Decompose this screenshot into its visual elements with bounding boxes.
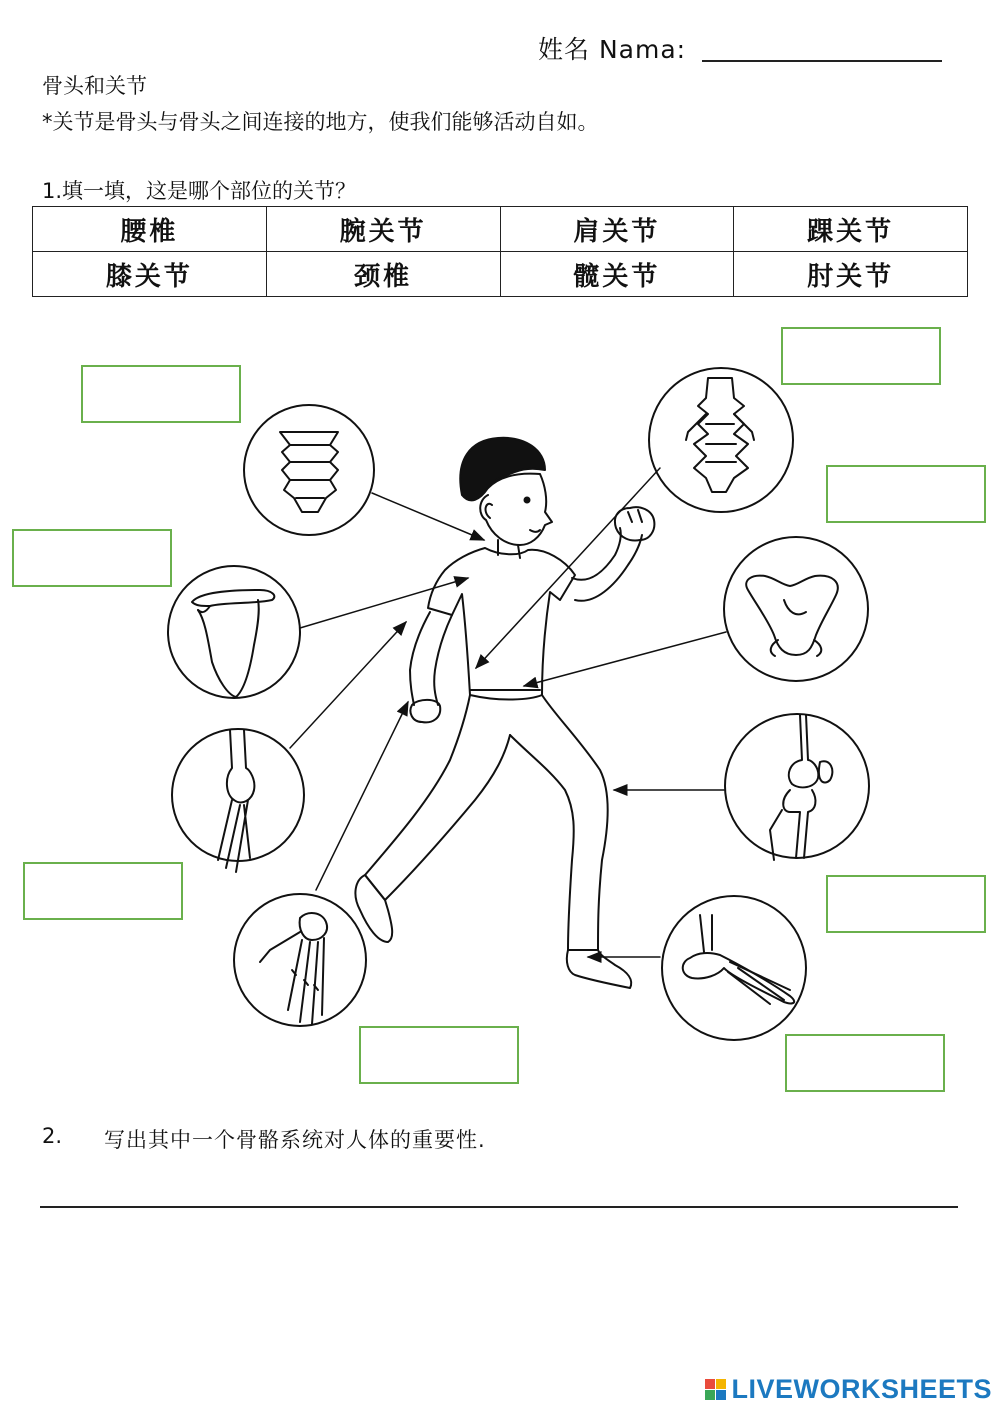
spine-lumbar-circle <box>649 368 793 512</box>
question-2-answer-line[interactable] <box>40 1206 958 1208</box>
answer-box-neck[interactable] <box>81 365 241 423</box>
word-bank-item: 腰椎 <box>33 207 267 252</box>
worksheet-title: 骨头和关节 <box>42 74 147 98</box>
word-bank-row <box>33 207 968 252</box>
word-bank-item: 肩关节 <box>500 207 734 252</box>
answer-box-elbow[interactable] <box>23 862 183 920</box>
ankle-foot-circle <box>662 896 806 1040</box>
word-bank-item: 腕关节 <box>266 207 500 252</box>
logo-square <box>716 1390 726 1400</box>
hip-pelvis-circle <box>724 537 868 681</box>
question-2-prompt: 写出其中一个骨骼系统对人体的重要性. <box>104 1128 486 1152</box>
question-1-prompt: 1.填一填，这是哪个部位的关节？ <box>42 179 357 203</box>
answer-box-lumbar[interactable] <box>781 327 941 385</box>
word-bank-item: 髋关节 <box>500 252 734 297</box>
answer-box-shoulder[interactable] <box>12 529 172 587</box>
knee-circle <box>725 714 869 860</box>
pointer-arrows <box>290 468 726 957</box>
word-bank-row <box>33 252 968 297</box>
logo-square <box>705 1379 715 1389</box>
word-bank-item: 踝关节 <box>734 207 968 252</box>
intro-note: *关节是骨头与骨头之间连接的地方，使我们能够活动自如。 <box>42 110 599 134</box>
word-bank-item: 肘关节 <box>734 252 968 297</box>
answer-box-knee[interactable] <box>826 875 986 933</box>
answer-box-wrist[interactable] <box>359 1026 519 1084</box>
wrist-hand-circle <box>234 894 366 1026</box>
neck-vertebrae-circle <box>244 405 374 535</box>
logo-grid-icon <box>705 1379 727 1401</box>
answer-box-ankle[interactable] <box>785 1034 945 1092</box>
question-2-number: 2. <box>42 1124 63 1148</box>
name-input-line[interactable] <box>702 60 942 62</box>
boy-figure <box>355 438 654 988</box>
logo-square <box>705 1390 715 1400</box>
brand-name: LIVEWORKSHEETS <box>731 1374 992 1404</box>
name-label: 姓名 Nama: <box>538 35 687 64</box>
word-bank-table <box>32 206 968 297</box>
answer-box-hip[interactable] <box>826 465 986 523</box>
word-bank-item: 膝关节 <box>33 252 267 297</box>
shoulder-blade-circle <box>168 566 300 698</box>
word-bank-item: 颈椎 <box>266 252 500 297</box>
elbow-circle <box>172 729 304 872</box>
liveworksheets-logo <box>705 1374 992 1405</box>
logo-square <box>716 1379 726 1389</box>
